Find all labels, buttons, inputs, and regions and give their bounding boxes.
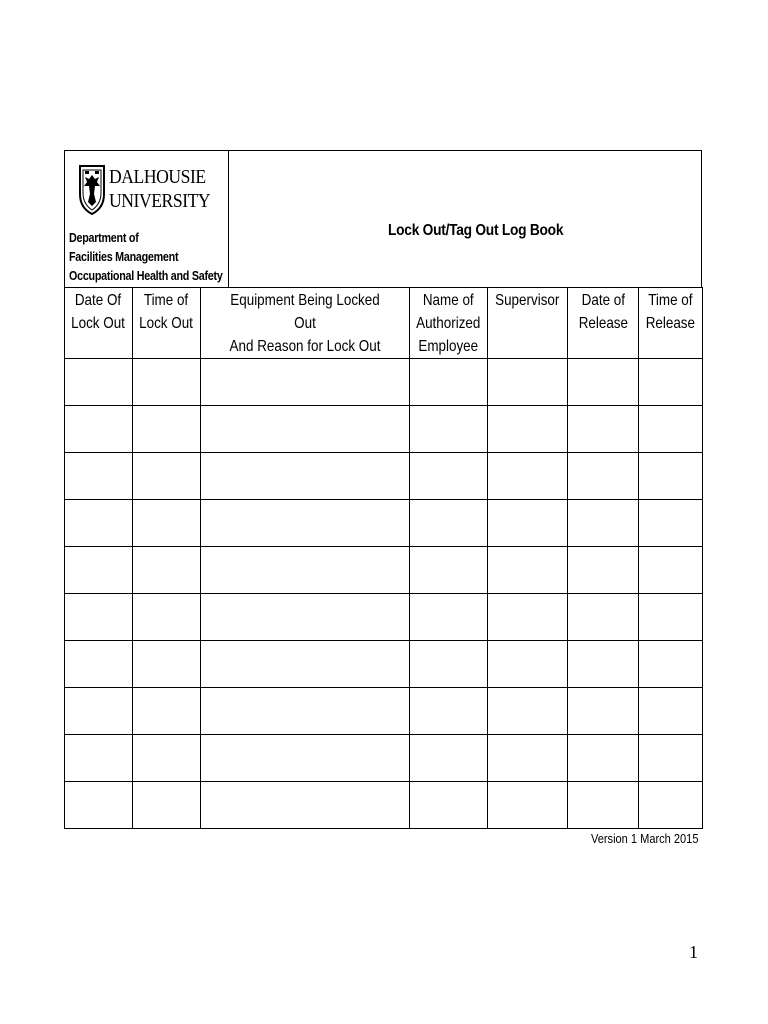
- table-row: [65, 782, 703, 829]
- table-row: [65, 688, 703, 735]
- table-row: [65, 735, 703, 782]
- cell-date-of-lock-out[interactable]: [65, 453, 133, 500]
- cell-time-of-release[interactable]: [639, 453, 703, 500]
- cell-authorized-employee[interactable]: [410, 453, 488, 500]
- department-line: Department of: [69, 231, 139, 245]
- cell-date-of-lock-out[interactable]: [65, 735, 133, 782]
- table-row: [65, 406, 703, 453]
- cell-time-of-release[interactable]: [639, 406, 703, 453]
- cell-authorized-employee[interactable]: [410, 406, 488, 453]
- cell-supervisor[interactable]: [488, 500, 568, 547]
- university-name: [109, 165, 210, 213]
- cell-date-of-release[interactable]: [568, 406, 639, 453]
- table-row: [65, 453, 703, 500]
- cell-equipment-and-reason[interactable]: [201, 547, 410, 594]
- cell-date-of-release[interactable]: [568, 594, 639, 641]
- cell-time-of-release[interactable]: [639, 735, 703, 782]
- cell-date-of-release[interactable]: [568, 735, 639, 782]
- table-row: [65, 641, 703, 688]
- cell-supervisor[interactable]: [488, 594, 568, 641]
- column-header-date-of-release: Date of Release: [568, 288, 639, 359]
- cell-date-of-release[interactable]: [568, 547, 639, 594]
- department-line: Occupational Health and Safety: [69, 269, 223, 283]
- cell-equipment-and-reason[interactable]: [201, 735, 410, 782]
- cell-time-of-lock-out[interactable]: [133, 547, 201, 594]
- cell-supervisor[interactable]: [488, 641, 568, 688]
- department-name: [69, 229, 223, 286]
- cell-date-of-lock-out[interactable]: [65, 500, 133, 547]
- table-header-row: [65, 288, 703, 359]
- cell-authorized-employee[interactable]: [410, 500, 488, 547]
- table-row: [65, 547, 703, 594]
- cell-equipment-and-reason[interactable]: [201, 359, 410, 406]
- cell-time-of-lock-out[interactable]: [133, 735, 201, 782]
- cell-date-of-lock-out[interactable]: [65, 782, 133, 829]
- table-row: [65, 359, 703, 406]
- dalhousie-crest-icon: [78, 164, 106, 216]
- cell-supervisor[interactable]: [488, 735, 568, 782]
- cell-time-of-lock-out[interactable]: [133, 688, 201, 735]
- cell-authorized-employee[interactable]: [410, 547, 488, 594]
- cell-date-of-lock-out[interactable]: [65, 359, 133, 406]
- university-name-line1: DALHOUSIE: [109, 166, 206, 188]
- form-header: [64, 150, 702, 288]
- cell-authorized-employee[interactable]: [410, 359, 488, 406]
- cell-time-of-lock-out[interactable]: [133, 782, 201, 829]
- cell-equipment-and-reason[interactable]: [201, 500, 410, 547]
- cell-time-of-release[interactable]: [639, 500, 703, 547]
- cell-date-of-release[interactable]: [568, 500, 639, 547]
- cell-date-of-lock-out[interactable]: [65, 688, 133, 735]
- institution-block: [65, 151, 229, 287]
- cell-equipment-and-reason[interactable]: [201, 406, 410, 453]
- cell-supervisor[interactable]: [488, 453, 568, 500]
- cell-equipment-and-reason[interactable]: [201, 688, 410, 735]
- cell-date-of-release[interactable]: [568, 453, 639, 500]
- column-header-authorized-employee: Name of Authorized Employee: [410, 288, 488, 359]
- document-title: Lock Out/Tag Out Log Book: [388, 222, 564, 239]
- cell-time-of-lock-out[interactable]: [133, 641, 201, 688]
- column-header-time-of-lock-out: Time of Lock Out: [133, 288, 201, 359]
- cell-time-of-release[interactable]: [639, 782, 703, 829]
- cell-supervisor[interactable]: [488, 359, 568, 406]
- column-header-time-of-release: Time of Release: [639, 288, 703, 359]
- version-note: Version 1 March 2015: [590, 831, 698, 846]
- cell-time-of-lock-out[interactable]: [133, 500, 201, 547]
- cell-supervisor[interactable]: [488, 782, 568, 829]
- cell-time-of-release[interactable]: [639, 594, 703, 641]
- cell-time-of-lock-out[interactable]: [133, 406, 201, 453]
- cell-equipment-and-reason[interactable]: [201, 782, 410, 829]
- cell-authorized-employee[interactable]: [410, 782, 488, 829]
- table-row: [65, 594, 703, 641]
- cell-time-of-release[interactable]: [639, 547, 703, 594]
- cell-date-of-lock-out[interactable]: [65, 406, 133, 453]
- cell-equipment-and-reason[interactable]: [201, 594, 410, 641]
- column-header-supervisor: Supervisor: [488, 288, 568, 359]
- cell-date-of-release[interactable]: [568, 359, 639, 406]
- cell-date-of-lock-out[interactable]: [65, 641, 133, 688]
- cell-supervisor[interactable]: [488, 406, 568, 453]
- cell-equipment-and-reason[interactable]: [201, 453, 410, 500]
- university-name-line2: UNIVERSITY: [109, 190, 211, 212]
- cell-time-of-release[interactable]: [639, 688, 703, 735]
- lockout-log-table: [64, 287, 703, 829]
- department-line: Facilities Management: [69, 250, 179, 264]
- cell-authorized-employee[interactable]: [410, 735, 488, 782]
- cell-date-of-release[interactable]: [568, 688, 639, 735]
- cell-supervisor[interactable]: [488, 547, 568, 594]
- cell-date-of-lock-out[interactable]: [65, 547, 133, 594]
- cell-supervisor[interactable]: [488, 688, 568, 735]
- cell-date-of-lock-out[interactable]: [65, 594, 133, 641]
- page-number: 1: [689, 942, 698, 962]
- cell-authorized-employee[interactable]: [410, 688, 488, 735]
- cell-date-of-release[interactable]: [568, 782, 639, 829]
- cell-time-of-lock-out[interactable]: [133, 594, 201, 641]
- cell-time-of-release[interactable]: [639, 359, 703, 406]
- cell-equipment-and-reason[interactable]: [201, 641, 410, 688]
- cell-time-of-release[interactable]: [639, 641, 703, 688]
- cell-time-of-lock-out[interactable]: [133, 359, 201, 406]
- column-header-date-of-lock-out: Date Of Lock Out: [65, 288, 133, 359]
- cell-date-of-release[interactable]: [568, 641, 639, 688]
- cell-time-of-lock-out[interactable]: [133, 453, 201, 500]
- cell-authorized-employee[interactable]: [410, 594, 488, 641]
- cell-authorized-employee[interactable]: [410, 641, 488, 688]
- column-header-equipment-and-reason: Equipment Being Locked Out And Reason for Lock Out: [201, 288, 410, 359]
- table-row: [65, 500, 703, 547]
